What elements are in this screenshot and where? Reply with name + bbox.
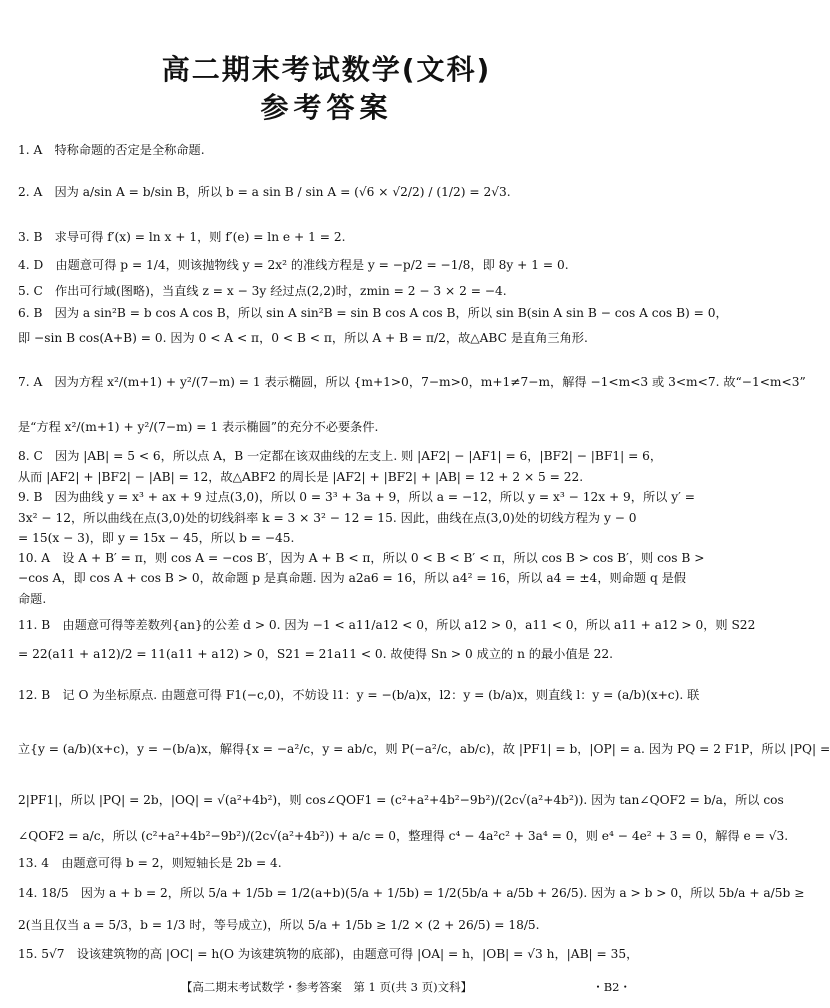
answer-line: 是“方程 x²/(m+1) + y²/(7−m) = 1 表示椭圆”的充分不必要条件. — [18, 420, 379, 434]
answer-line: 命题. — [18, 592, 47, 606]
answer-line: 3. B 求导可得 f′(x) = ln x + 1，则 f′(e) = ln e + 1 = 2. — [18, 230, 346, 244]
answer-line: 1. A 特称命题的否定是全称命题. — [18, 143, 205, 157]
answer-line: 15. 5√7 设该建筑物的高 |OC| = h(O 为该建筑物的底部)，由题意可得 |OA| = h，|OB| = √3 h，|AB| = 35， — [18, 947, 639, 961]
answer-line: 从而 |AF2| + |BF2| − |AB| = 12，故△ABF2 的周长是 |AF2| + |BF2| + |AB| = 12 + 2 × 5 = 22. — [18, 470, 584, 484]
answer-line: 13. 4 由题意可得 b = 2，则短轴长是 2b = 4. — [18, 856, 282, 870]
answer-line: 12. B 记 O 为坐标原点. 由题意可得 F1(−c,0)，不妨设 l1：y = −(b/a)x，l2：y = (b/a)x，则直线 l：y = (a/b)(x+c). 联 — [18, 688, 700, 702]
page-code: ・B2・ — [592, 980, 631, 994]
page-footer: 【高二期末考试数学・参考答案 第 1 页(共 3 页)文科】 — [180, 980, 473, 994]
answer-line: = 15(x − 3)，即 y = 15x − 45，所以 b = −45. — [18, 531, 295, 545]
answer-line: = 22(a11 + a12)/2 = 11(a11 + a12) > 0，S21 = 21a11 < 0. 故使得 Sn > 0 成立的 n 的最小值是 22. — [18, 647, 613, 661]
answer-line: 5. C 作出可行域(图略)，当直线 z = x − 3y 经过点(2,2)时，zmin = 2 − 3 × 2 = −4. — [18, 284, 507, 298]
answer-line: 7. A 因为方程 x²/(m+1) + y²/(7−m) = 1 表示椭圆，所以 {m+1>0，7−m>0，m+1≠7−m，解得 −1<m<3 或 3<m<7. 故“−1<m<3” — [18, 375, 806, 389]
answer-line: 立{y = (a/b)(x+c)，y = −(b/a)x，解得{x = −a²/c，y = ab/c，则 P(−a²/c，ab/c)，故 |PF1| = b，|OP| = a. 因为 PQ = 2 F1P，所以 |PQ| = — [18, 742, 830, 756]
answer-line: 2. A 因为 a/sin A = b/sin B，所以 b = a sin B / sin A = (√6 × √2/2) / (1/2) = 2√3. — [18, 185, 511, 199]
answer-line: 9. B 因为曲线 y = x³ + ax + 9 过点(3,0)，所以 0 = 3³ + 3a + 9，所以 a = −12，所以 y = x³ − 12x + 9，所以 y′ = — [18, 490, 695, 504]
answer-line: 即 −sin B cos(A+B) = 0. 因为 0 < A < π，0 < B < π，所以 A + B = π/2，故△ABC 是直角三角形. — [18, 331, 588, 345]
document-subtitle: 参考答案 — [260, 91, 393, 124]
document-title: 高二期末考试数学(文科) — [161, 53, 492, 86]
answer-line: 14. 18/5 因为 a + b = 2，所以 5/a + 1/5b = 1/2(a+b)(5/a + 1/5b) = 1/2(5b/a + a/5b + 26/5). 因为 a > b > 0，所以 5b/a + a/5b ≥ — [18, 886, 805, 900]
answer-line: −cos A，即 cos A + cos B > 0，故命题 p 是真命题. 因为 a2a6 = 16，所以 a4² = 16，所以 a4 = ±4，则命题 q 是假 — [18, 571, 686, 585]
answer-line: 2|PF1|，所以 |PQ| = 2b，|OQ| = √(a²+4b²)，则 cos∠QOF1 = (c²+a²+4b²−9b²)/(2c√(a²+4b²)). 因为 tan∠QOF2 = b/a，所以 cos — [18, 793, 784, 807]
answer-line: 11. B 由题意可得等差数列{an}的公差 d > 0. 因为 −1 < a11/a12 < 0，所以 a12 > 0，a11 < 0，所以 a11 + a12 > 0，则 S22 — [18, 618, 756, 632]
answer-line: 2(当且仅当 a = 5/3，b = 1/3 时，等号成立)，所以 5/a + 1/5b ≥ 1/2 × (2 + 26/5) = 18/5. — [18, 918, 540, 932]
answer-line: ∠QOF2 = a/c，所以 (c²+a²+4b²−9b²)/(2c√(a²+4b²)) + a/c = 0，整理得 c⁴ − 4a²c² + 3a⁴ = 0，则 e⁴ − 4e² + 3 = 0，解得 e = √3. — [18, 829, 789, 843]
answer-line: 6. B 因为 a sin²B = b cos A cos B，所以 sin A sin²B = sin B cos A cos B，所以 sin B(sin A sin B − cos A cos B) = 0， — [18, 306, 728, 320]
answer-line: 8. C 因为 |AB| = 5 < 6，所以点 A，B 一定都在该双曲线的左支上. 则 |AF2| − |AF1| = 6，|BF2| − |BF1| = 6， — [18, 449, 663, 463]
answer-line: 4. D 由题意可得 p = 1/4，则该抛物线 y = 2x² 的准线方程是 y = −p/2 = −1/8，即 8y + 1 = 0. — [18, 258, 569, 272]
answer-line: 10. A 设 A + B′ = π，则 cos A = −cos B′，因为 A + B < π，所以 0 < B < B′ < π，所以 cos B > cos B′，则 cos B > — [18, 551, 705, 565]
answer-line: 3x² − 12，所以曲线在点(3,0)处的切线斜率 k = 3 × 3² − 12 = 15. 因此，曲线在点(3,0)处的切线方程为 y − 0 — [18, 511, 637, 525]
